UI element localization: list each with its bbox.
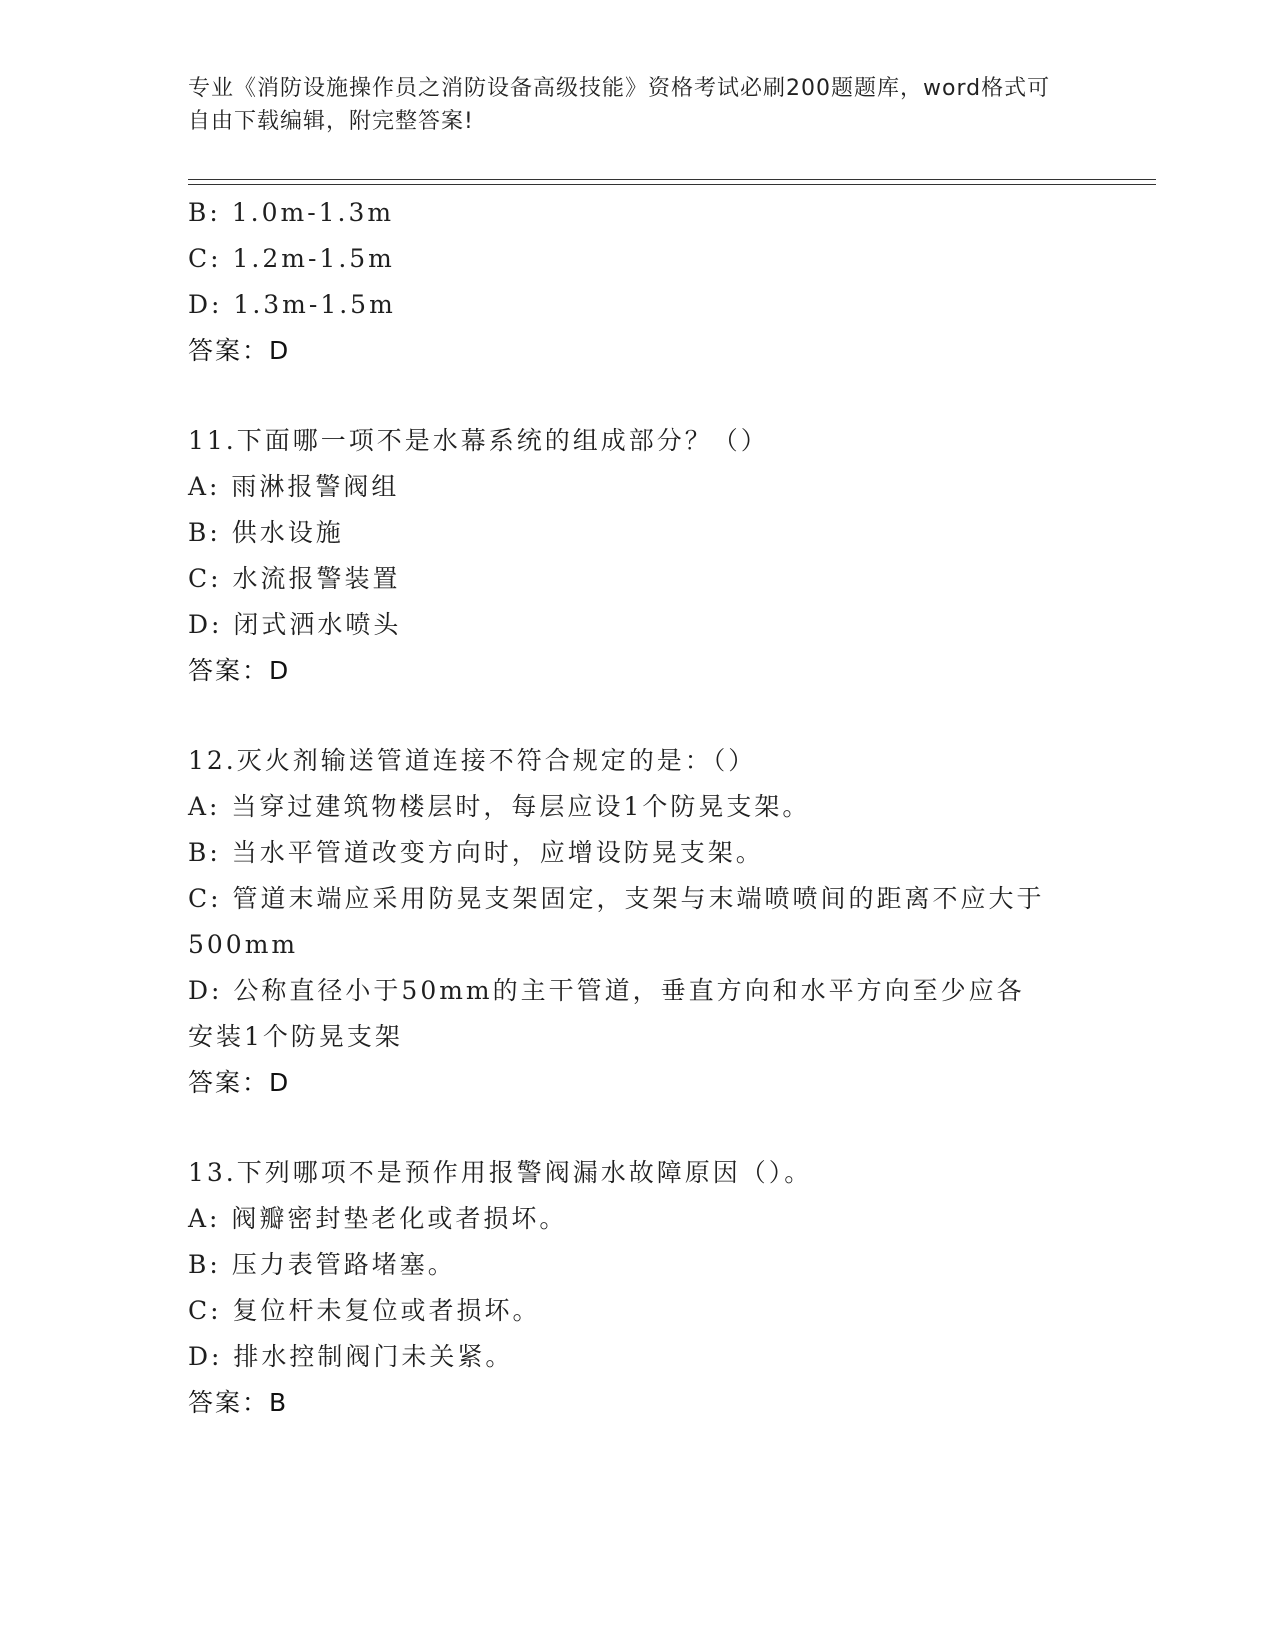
- question-block-11: [188, 418, 1088, 694]
- question-block-12: [188, 738, 1088, 1106]
- option-a: A: 雨淋报警阀组: [188, 472, 400, 501]
- option-a: A: 当穿过建筑物楼层时，每层应设1个防晃支架。: [188, 792, 811, 821]
- option-a: A: 阀瓣密封垫老化或者损坏。: [188, 1204, 568, 1233]
- header-divider-top: [188, 179, 1156, 180]
- answer-line: 答案：D: [188, 1068, 291, 1097]
- answer-line: 答案：D: [188, 336, 291, 365]
- spacer: [188, 1106, 1088, 1150]
- spacer: [188, 694, 1088, 738]
- option-c: C: 水流报警装置: [188, 564, 401, 593]
- answer-line: 答案：B: [188, 1388, 289, 1417]
- option-b: B: 当水平管道改变方向时，应增设防晃支架。: [188, 838, 764, 867]
- question-block-13: [188, 1150, 1088, 1426]
- document-content: [188, 190, 1088, 1426]
- option-d: D: 闭式洒水喷头: [188, 610, 402, 639]
- option-b: B: 供水设施: [188, 518, 344, 547]
- option-c: C: 管道末端应采用防晃支架固定，支架与末端喷喷间的距离不应大于500mm: [188, 884, 1045, 959]
- page-header: 专业《消防设施操作员之消防设备高级技能》资格考试必刷200题题库，word格式可自由下载编辑，附完整答案!: [188, 76, 1051, 134]
- option-b: B: 1.0m-1.3m: [188, 198, 395, 227]
- question-title: 12.灭火剂输送管道连接不符合规定的是：（）: [188, 746, 757, 775]
- option-d: D: 排水控制阀门未关紧。: [188, 1342, 514, 1371]
- option-b: B: 压力表管路堵塞。: [188, 1250, 456, 1279]
- answer-line: 答案：D: [188, 656, 291, 685]
- question-block-10: [188, 190, 1088, 374]
- option-c: C: 复位杆未复位或者损坏。: [188, 1296, 541, 1325]
- question-title: 11.下面哪一项不是水幕系统的组成部分？（）: [188, 426, 769, 455]
- option-d: D: 公称直径小于50mm的主干管道，垂直方向和水平方向至少应各安装1个防晃支架: [188, 976, 1025, 1051]
- question-title: 13.下列哪项不是预作用报警阀漏水故障原因（）。: [188, 1158, 813, 1187]
- header-divider-bottom: [188, 184, 1156, 185]
- option-c: C: 1.2m-1.5m: [188, 244, 395, 273]
- option-d: D: 1.3m-1.5m: [188, 290, 396, 319]
- spacer: [188, 374, 1088, 418]
